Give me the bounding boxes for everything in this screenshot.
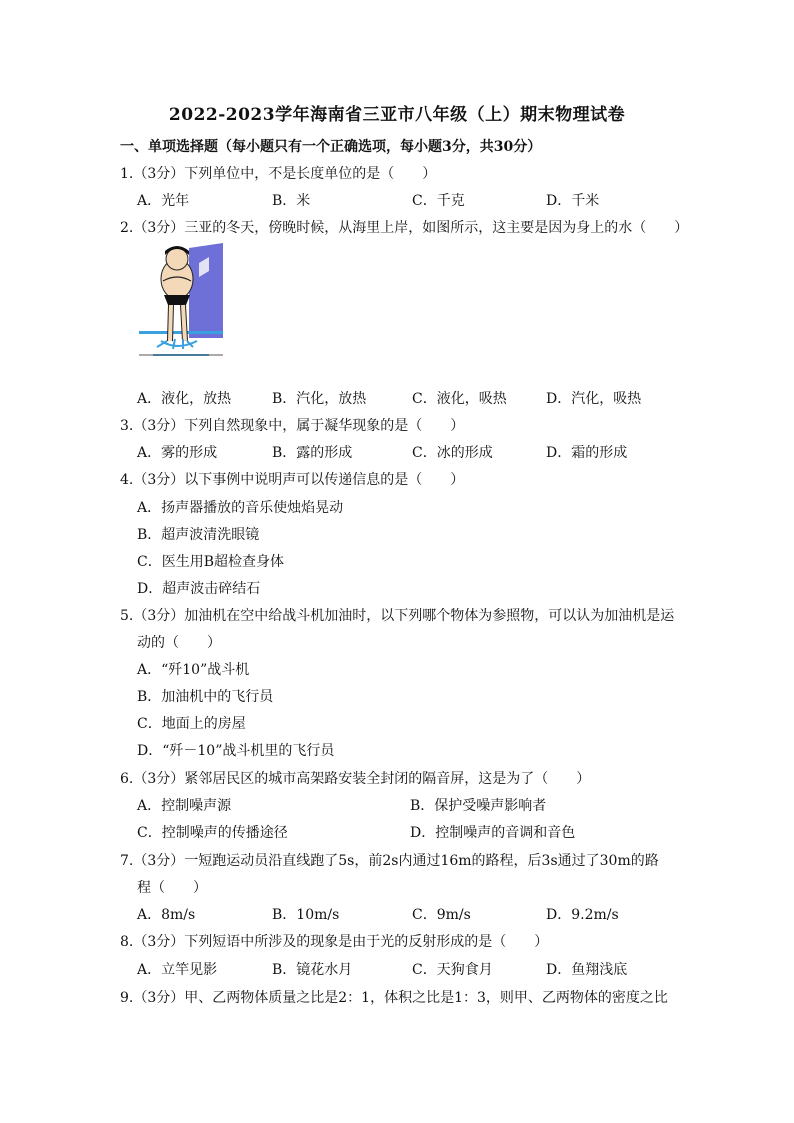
- question-1-option-d: D．千米: [546, 193, 600, 209]
- question-1-stem: 1.（3分）下列单位中，不是长度单位的是（ ）: [120, 166, 437, 182]
- question-3-stem: 3.（3分）下列自然现象中，属于凝华现象的是（ ）: [120, 418, 465, 434]
- question-3-option-a: A．雾的形成: [137, 445, 218, 461]
- question-1-option-c: C．千克: [412, 193, 465, 209]
- swimmer-figure: [139, 243, 223, 368]
- question-2-option-c: C．液化，吸热: [412, 391, 507, 407]
- question-6-option-c: C．控制噪声的传播途径: [137, 825, 288, 841]
- question-6-stem: 6.（3分）紧邻居民区的城市高架路安装全封闭的隔音屏，这是为了（ ）: [120, 771, 591, 787]
- question-8-stem: 8.（3分）下列短语中所涉及的现象是由于光的反射形成的是（ ）: [120, 934, 549, 950]
- question-4-option-d: D．超声波击碎结石: [137, 581, 261, 597]
- question-1-option-b: B．米: [272, 193, 311, 209]
- question-7-option-a: A．8m/s: [137, 907, 196, 923]
- question-9-stem: 9.（3分）甲、乙两物体质量之比是2：1，体积之比是1：3，则甲、乙两物体的密度之比: [120, 990, 668, 1006]
- question-8-option-b: B．镜花水月: [272, 962, 353, 978]
- question-7-option-d: D．9.2m/s: [546, 907, 619, 923]
- question-5-option-c: C．地面上的房屋: [137, 716, 246, 732]
- question-8-option-a: A．立竿见影: [137, 962, 218, 978]
- question-3-option-c: C．冰的形成: [412, 445, 493, 461]
- question-4-option-c: C．医生用B超检查身体: [137, 554, 284, 570]
- question-2-option-d: D．汽化，吸热: [546, 391, 642, 407]
- question-8-option-d: D．鱼翔浅底: [546, 962, 628, 978]
- question-6-option-a: A．控制噪声源: [137, 798, 232, 814]
- question-4-stem: 4.（3分）以下事例中说明声可以传递信息的是（ ）: [120, 472, 465, 488]
- question-8-option-c: C．天狗食月: [412, 962, 493, 978]
- question-4-option-b: B．超声波清洗眼镜: [137, 527, 260, 543]
- question-6-option-b: B．保护受噪声影响者: [410, 798, 547, 814]
- wall-shape: [189, 243, 223, 338]
- question-5-option-a: A．“歼10”战斗机: [137, 662, 250, 678]
- question-3-option-b: B．露的形成: [272, 445, 353, 461]
- question-1-option-a: A．光年: [137, 193, 190, 209]
- water-line: [139, 331, 223, 334]
- question-3-option-d: D．霜的形成: [546, 445, 628, 461]
- question-2-stem: 2.（3分）三亚的冬天，傍晚时候，从海里上岸，如图所示，这主要是因为身上的水（ ）: [120, 220, 689, 236]
- section-heading: 一、单项选择题（每小题只有一个正确选项，每小题3分，共30分）: [120, 139, 542, 155]
- question-5-option-d: D．“歼－10”战斗机里的飞行员: [137, 743, 335, 759]
- question-7-option-b: B．10m/s: [272, 907, 340, 923]
- question-7-option-c: C．9m/s: [412, 907, 471, 923]
- question-2-option-a: A．液化，放热: [137, 391, 232, 407]
- question-7-stem: 7.（3分）一短跑运动员沿直线跑了5s，前2s内通过16m的路程，后3s通过了30m的路: [120, 853, 659, 869]
- question-5-stem-continued: 动的（ ）: [137, 635, 221, 651]
- question-4-option-a: A．扬声器播放的音乐使烛焰晃动: [137, 500, 344, 516]
- page-title: 2022-2023学年海南省三亚市八年级（上）期末物理试卷: [168, 105, 626, 125]
- question-6-option-d: D．控制噪声的音调和音色: [410, 825, 576, 841]
- question-5-option-b: B．加油机中的飞行员: [137, 689, 274, 705]
- question-2-option-b: B．汽化，放热: [272, 391, 367, 407]
- question-7-stem-continued: 程（ ）: [137, 880, 207, 896]
- question-5-stem: 5.（3分）加油机在空中给战斗机加油时，以下列哪个物体为参照物，可以认为加油机是运: [120, 608, 675, 624]
